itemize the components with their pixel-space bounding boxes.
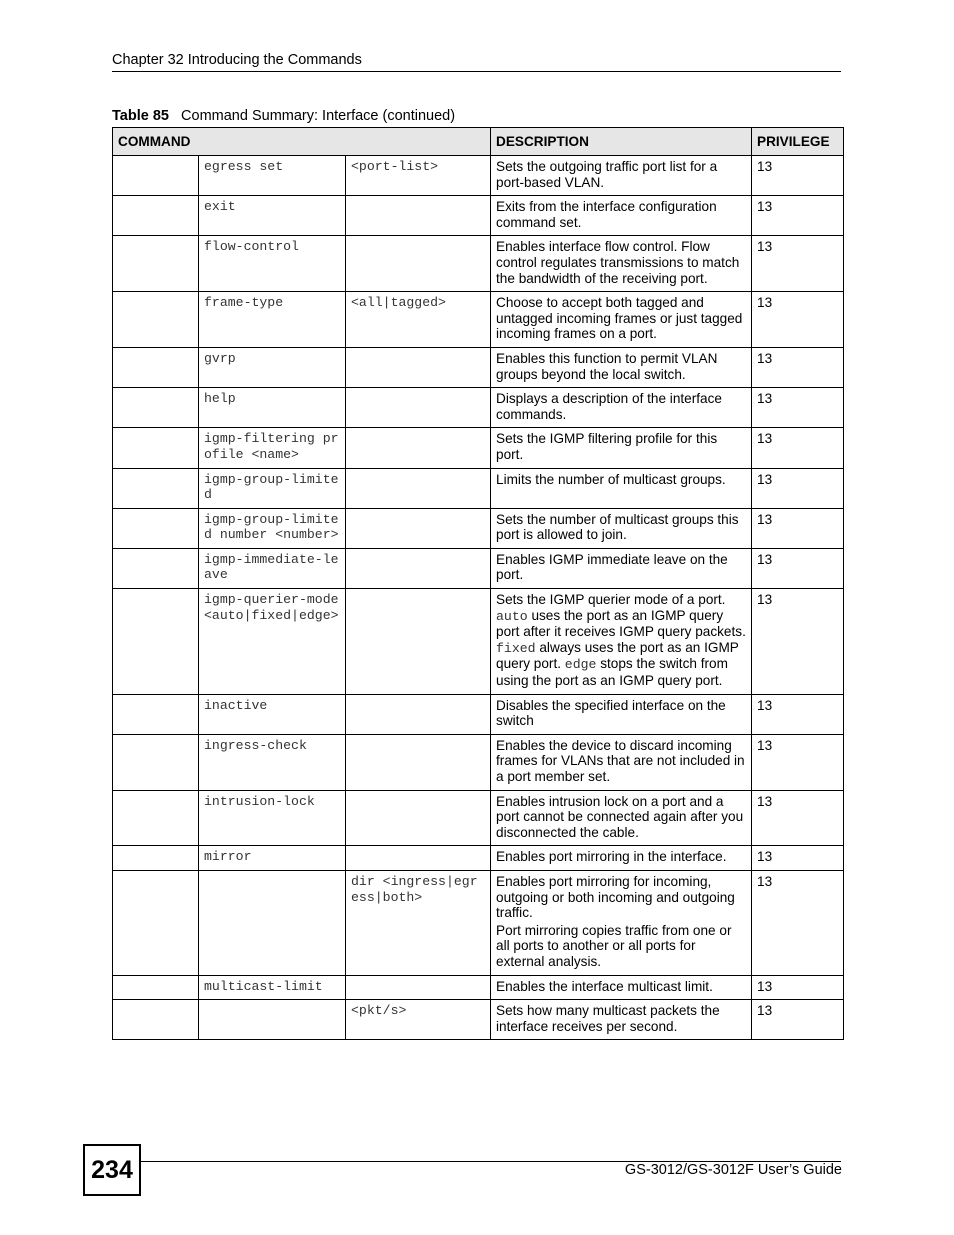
description-paragraph: Exits from the interface configuration command set. [496, 199, 717, 230]
command-keyword: intrusion-lock [199, 790, 346, 846]
mode-keyword: edge [564, 657, 597, 673]
table-row [113, 236, 844, 292]
command-privilege: 13 [752, 548, 844, 588]
command-description [491, 548, 752, 588]
command-argument [346, 790, 491, 846]
command-description [491, 388, 752, 428]
command-privilege: 13 [752, 468, 844, 508]
command-keyword: egress set [199, 156, 346, 196]
command-keyword: gvrp [199, 347, 346, 387]
command-argument [346, 236, 491, 292]
command-argument [346, 196, 491, 236]
command-argument: dir <ingress|egress|both> [346, 870, 491, 975]
command-privilege: 13 [752, 790, 844, 846]
command-argument: <all|tagged> [346, 292, 491, 348]
command-indent-cell [113, 589, 199, 695]
command-privilege: 13 [752, 1000, 844, 1040]
command-keyword: igmp-group-limited [199, 468, 346, 508]
table-row [113, 548, 844, 588]
table-row [113, 790, 844, 846]
description-paragraph: Enables IGMP immediate leave on the port. [496, 551, 728, 583]
command-privilege: 13 [752, 870, 844, 975]
command-keyword: igmp-filtering profile <name> [199, 428, 346, 468]
command-keyword: frame-type [199, 292, 346, 348]
description-text: uses the port as an IGMP query port after it receives IGMP query packets. [496, 607, 746, 640]
command-summary-table [112, 127, 844, 1040]
command-keyword: ingress-check [199, 734, 346, 790]
command-description [491, 846, 752, 871]
command-privilege: 13 [752, 156, 844, 196]
description-paragraph: Enables interface flow control. Flow control regulates transmissions to match the bandwidth of the receiving port. [496, 239, 740, 286]
description-paragraph: Limits the number of multicast groups. [496, 471, 726, 487]
command-keyword: igmp-immediate-leave [199, 548, 346, 588]
command-argument [346, 975, 491, 1000]
command-privilege: 13 [752, 196, 844, 236]
command-keyword: inactive [199, 694, 346, 734]
command-description [491, 428, 752, 468]
mode-keyword: auto [496, 608, 528, 624]
command-argument: <port-list> [346, 156, 491, 196]
table-caption [112, 108, 455, 124]
description-paragraph: Enables port mirroring in the interface. [496, 849, 727, 865]
table-row [113, 347, 844, 387]
command-argument: <pkt/s> [346, 1000, 491, 1040]
command-description [491, 236, 752, 292]
command-keyword: igmp-querier-mode <auto|fixed|edge> [199, 589, 346, 695]
description-text: always uses the port as an IGMP query port. [496, 639, 739, 672]
command-description [491, 347, 752, 387]
command-privilege: 13 [752, 508, 844, 548]
command-indent-cell [113, 428, 199, 468]
header-description: DESCRIPTION [491, 128, 752, 156]
table-row [113, 388, 844, 428]
description-paragraph: Enables the interface multicast limit. [496, 978, 713, 994]
command-keyword [199, 1000, 346, 1040]
command-keyword: multicast-limit [199, 975, 346, 1000]
command-indent-cell [113, 975, 199, 1000]
table-body [113, 156, 844, 1040]
command-argument [346, 468, 491, 508]
table-row [113, 694, 844, 734]
table-row [113, 846, 844, 871]
command-privilege: 13 [752, 428, 844, 468]
command-description [491, 292, 752, 348]
command-description [491, 589, 752, 695]
command-keyword: exit [199, 196, 346, 236]
command-indent-cell [113, 347, 199, 387]
command-argument [346, 694, 491, 734]
command-privilege: 13 [752, 975, 844, 1000]
command-description [491, 156, 752, 196]
command-argument [346, 388, 491, 428]
command-indent-cell [113, 236, 199, 292]
table-row [113, 1000, 844, 1040]
header-rule [112, 71, 841, 72]
table-row [113, 734, 844, 790]
command-argument [346, 428, 491, 468]
command-indent-cell [113, 292, 199, 348]
command-argument [346, 347, 491, 387]
chapter-header: Chapter 32 Introducing the Commands [112, 52, 362, 68]
command-indent-cell [113, 196, 199, 236]
mode-keyword: fixed [496, 640, 536, 656]
table-row [113, 292, 844, 348]
guide-title: GS-3012/GS-3012F User’s Guide [624, 1162, 842, 1178]
command-keyword: igmp-group-limited number <number> [199, 508, 346, 548]
table-row [113, 508, 844, 548]
command-argument [346, 846, 491, 871]
description-paragraph: Disables the specified interface on the switch [496, 697, 726, 729]
description-paragraph: Port mirroring copies traffic from one or all ports to another or all ports for external analysis. [496, 922, 732, 969]
description-paragraph: Enables this function to permit VLAN groups beyond the local switch. [496, 350, 718, 382]
command-indent-cell [113, 870, 199, 975]
command-indent-cell [113, 156, 199, 196]
table-row [113, 870, 844, 975]
command-description [491, 1000, 752, 1040]
description-paragraph: Sets the outgoing traffic port list for a port-based VLAN. [496, 159, 718, 190]
command-privilege: 13 [752, 846, 844, 871]
command-description [491, 870, 752, 975]
command-privilege: 13 [752, 347, 844, 387]
command-argument [346, 589, 491, 695]
command-privilege: 13 [752, 236, 844, 292]
command-argument [346, 508, 491, 548]
table-row [113, 589, 844, 695]
description-paragraph: Enables the device to discard incoming frames for VLANs that are not included in a port member set. [496, 737, 745, 784]
command-indent-cell [113, 388, 199, 428]
command-privilege: 13 [752, 388, 844, 428]
table-caption-title: Command Summary: Interface (continued) [181, 108, 456, 124]
table-row [113, 156, 844, 196]
header-command: COMMAND [113, 128, 491, 156]
command-indent-cell [113, 468, 199, 508]
command-description [491, 508, 752, 548]
command-description [491, 975, 752, 1000]
command-description [491, 468, 752, 508]
command-indent-cell [113, 734, 199, 790]
command-privilege: 13 [752, 292, 844, 348]
command-indent-cell [113, 548, 199, 588]
table-header-row [113, 128, 844, 156]
command-privilege: 13 [752, 694, 844, 734]
description-paragraph: Displays a description of the interface commands. [496, 391, 722, 422]
command-privilege: 13 [752, 589, 844, 695]
description-paragraph: Sets the IGMP filtering profile for this port. [496, 431, 718, 462]
table-row [113, 196, 844, 236]
table-row [113, 428, 844, 468]
table-row [113, 975, 844, 1000]
command-keyword: mirror [199, 846, 346, 871]
description-text: Sets the IGMP querier mode of a port. [496, 592, 726, 608]
command-indent-cell [113, 790, 199, 846]
description-paragraph: Enables port mirroring for incoming, outgoing or both incoming and outgoing traffic. [496, 873, 735, 921]
command-keyword [199, 870, 346, 975]
description-paragraph: Enables intrusion lock on a port and a port cannot be connected again after you disconnected the cable. [496, 793, 744, 840]
command-description [491, 196, 752, 236]
description-paragraph: Sets the number of multicast groups this port is allowed to join. [496, 511, 739, 543]
command-indent-cell [113, 846, 199, 871]
command-indent-cell [113, 508, 199, 548]
description-paragraph: Choose to accept both tagged and untagged incoming frames or just tagged incoming frames on a port. [496, 295, 743, 342]
table-row [113, 468, 844, 508]
command-description [491, 694, 752, 734]
command-keyword: help [199, 388, 346, 428]
page-number: 234 [83, 1144, 141, 1196]
command-privilege: 13 [752, 734, 844, 790]
description-paragraph: Sets how many multicast packets the interface receives per second. [496, 1003, 720, 1034]
command-indent-cell [113, 1000, 199, 1040]
command-argument [346, 548, 491, 588]
table-caption-label: Table 85 [112, 108, 169, 124]
command-description [491, 734, 752, 790]
command-argument [346, 734, 491, 790]
command-keyword: flow-control [199, 236, 346, 292]
command-description [491, 790, 752, 846]
command-indent-cell [113, 694, 199, 734]
description-text: stops the switch from using the port as an IGMP query port. [496, 656, 728, 689]
description-paragraph [496, 592, 746, 689]
header-privilege: PRIVILEGE [752, 128, 844, 156]
